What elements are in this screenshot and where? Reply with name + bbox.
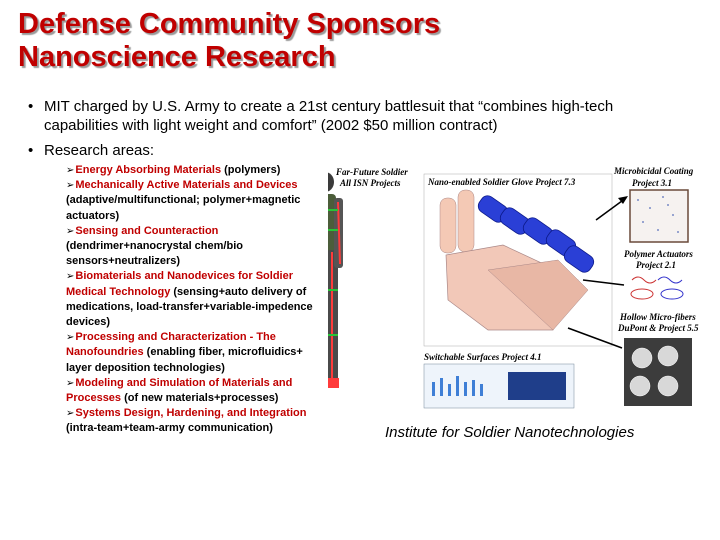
research-area-highlight: Mechanically Active Materials and Devices xyxy=(75,179,298,192)
glove-label: Nano-enabled Soldier Glove Project 7.3 xyxy=(428,177,576,187)
research-area-detail: (of new materials+processes) xyxy=(121,392,279,405)
research-area-detail: (intra-team+team-army communication) xyxy=(66,422,273,435)
research-area-detail: (sensing+auto delivery of medications, load-transfer+variable-impedence devices) xyxy=(66,285,313,329)
research-area-item xyxy=(66,376,328,406)
research-area-highlight: Processing and Characterization - The Nanofoundries xyxy=(66,331,276,359)
research-area-highlight: Systems Design, Hardening, and Integration xyxy=(75,407,307,420)
title-line-2: Nanoscience Research xyxy=(18,41,336,73)
far-future-label: Far-Future Soldier xyxy=(336,167,408,177)
research-areas-list xyxy=(66,163,328,437)
research-area-detail: (adaptive/multifunctional; polymer+magnetic actuators) xyxy=(66,194,301,222)
bullet-mit-contract: • MIT charged by U.S. Army to create a 21st century battlesuit that “combines high-tech capabilities with light weight and comfort” (2002 $50 million contract) xyxy=(28,97,688,135)
fibers-image xyxy=(624,338,692,406)
fibers-label: Hollow Micro-fibers xyxy=(620,312,696,322)
research-area-item xyxy=(66,330,328,376)
arrow-bullet-icon: ➢ xyxy=(66,271,75,283)
soldier-figure xyxy=(328,172,343,388)
research-area-highlight: Sensing and Counteraction xyxy=(75,224,219,237)
research-area-highlight: Energy Absorbing Materials xyxy=(75,164,222,176)
arrow-bullet-icon: ➢ xyxy=(66,225,75,237)
slide-title xyxy=(18,8,658,74)
arrow-bullet-icon: ➢ xyxy=(66,180,75,192)
coating-image xyxy=(630,190,688,242)
research-area-item xyxy=(66,178,328,224)
actuators-label: Polymer Actuators xyxy=(624,249,693,259)
research-area-item xyxy=(66,269,328,330)
research-area-highlight: Biomaterials and Nanodevices for Soldier Medical Technology xyxy=(66,270,294,298)
arrow-bullet-icon: ➢ xyxy=(66,377,75,389)
research-area-item xyxy=(66,224,328,270)
research-area-item xyxy=(66,163,328,178)
coating-label: Microbicidal Coating xyxy=(614,166,694,176)
arrow-bullet-icon: ➢ xyxy=(66,332,75,344)
all-isn-label: All ISN Projects xyxy=(340,178,401,188)
research-area-detail: (enabling fiber, microfluidics+ layer deposition technologies) xyxy=(66,346,303,374)
title-line-1: Defense Community Sponsors xyxy=(18,8,441,40)
figure-caption: Institute for Soldier Nanotechnologies xyxy=(385,424,635,441)
bullet-research-areas: • Research areas: xyxy=(28,141,154,160)
isn-projects-figure xyxy=(328,160,706,410)
surfaces-schematic xyxy=(508,372,566,400)
coating-project-label: Project 3.1 xyxy=(632,178,672,188)
research-area-detail: (dendrimer+nanocrystal chem/bio sensors+neutralizers) xyxy=(66,240,243,268)
research-area-item xyxy=(66,406,328,436)
research-area-highlight: Modeling and Simulation of Materials and Processes xyxy=(66,376,293,405)
surfaces-label: Switchable Surfaces Project 4.1 xyxy=(424,352,542,362)
arrow-bullet-icon: ➢ xyxy=(66,165,75,176)
bullet-list xyxy=(28,97,688,135)
arrow-bullet-icon: ➢ xyxy=(66,408,75,420)
actuators-project-label: Project 2.1 xyxy=(636,260,676,270)
actuators-image xyxy=(628,272,688,302)
research-area-detail: (polymers) xyxy=(221,164,281,176)
fibers-project-label: DuPont & Project 5.5 xyxy=(618,323,699,333)
